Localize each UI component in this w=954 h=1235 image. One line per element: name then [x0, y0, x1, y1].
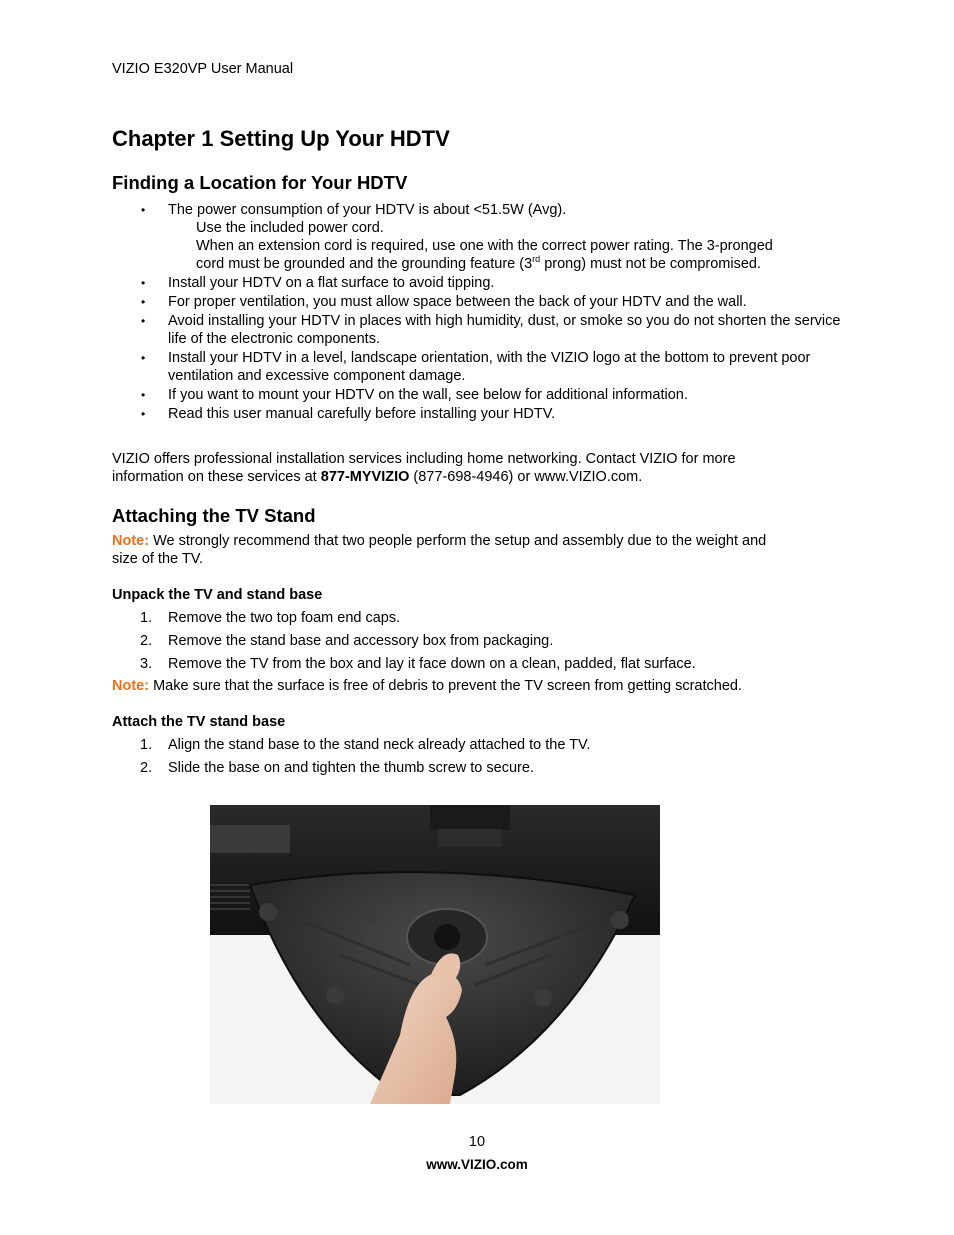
footer-url: www.VIZIO.com	[426, 1157, 528, 1172]
stand-assembly-photo	[210, 805, 660, 1104]
sub-line-text: cord must be grounded and the grounding feature (3	[196, 256, 533, 272]
list-item: • If you want to mount your HDTV on the wall, see below for additional information.	[112, 386, 852, 404]
list-item: • Install your HDTV in a level, landscape orientation, with the VIZIO logo at the bottom to prevent poor ventilation and excessive component damage.	[112, 349, 852, 385]
services-line	[112, 468, 852, 486]
step-text: Remove the two top foam end caps.	[168, 610, 401, 626]
list-item: • For proper ventilation, you must allow space between the back of your HDTV and the wall.	[112, 293, 852, 311]
list-item	[112, 759, 852, 782]
running-header: VIZIO E320VP User Manual	[112, 61, 294, 77]
subheading-attach: Attach the TV stand base	[112, 714, 286, 730]
section-heading-stand: Attaching the TV Stand	[112, 505, 316, 526]
note-line	[112, 532, 852, 550]
sub-line-text: prong) must not be compromised.	[540, 256, 761, 272]
step-number: 3.	[140, 656, 153, 672]
note-surface	[112, 677, 852, 695]
section-heading-location: Finding a Location for Your HDTV	[112, 172, 408, 193]
services-paragraph	[112, 450, 852, 486]
location-bullet-list	[112, 201, 852, 424]
step-number: 1.	[140, 737, 153, 753]
superscript: rd	[532, 254, 541, 265]
unpack-steps	[112, 609, 852, 678]
services-text: information on these services at	[112, 469, 321, 485]
step-number: 2.	[140, 760, 153, 776]
sub-line: Use the included power cord.	[196, 220, 384, 236]
page-number: 10	[468, 1134, 486, 1150]
list-item	[112, 201, 852, 273]
step-text: Remove the TV from the box and lay it face down on a clean, padded, flat surface.	[168, 656, 696, 672]
step-number: 1.	[140, 610, 153, 626]
chapter-title: Chapter 1 Setting Up Your HDTV	[112, 126, 450, 151]
list-item: • Install your HDTV on a flat surface to avoid tipping.	[112, 274, 852, 292]
note-line: size of the TV.	[112, 551, 204, 567]
services-line: VIZIO offers professional installation services including home networking. Contact VIZIO for more	[112, 451, 736, 467]
note-text: Make sure that the surface is free of debris to prevent the TV screen from getting scratched.	[149, 678, 742, 694]
bullet-text: The power consumption of your HDTV is about <51.5W (Avg).	[168, 202, 567, 218]
note-strong-recommend	[112, 532, 852, 568]
step-number: 2.	[140, 633, 153, 649]
list-item	[112, 632, 852, 655]
services-text: (877-698-4946) or www.VIZIO.com.	[409, 469, 643, 485]
list-item	[112, 736, 852, 759]
note-text: We strongly recommend that two people perform the setup and assembly due to the weight and	[149, 533, 767, 549]
step-text: Remove the stand base and accessory box from packaging.	[168, 633, 554, 649]
stand-photo-illustration	[210, 805, 660, 1104]
phone-number: 877-MYVIZIO	[320, 469, 410, 485]
list-item: • Avoid installing your HDTV in places with high humidity, dust, or smoke so you do not shorten the service life of the electronic components.	[112, 312, 852, 348]
subheading-unpack: Unpack the TV and stand base	[112, 587, 323, 603]
sub-line	[168, 255, 852, 273]
list-item	[112, 609, 852, 632]
sub-line: When an extension cord is required, use one with the correct power rating. The 3-pronged	[196, 238, 773, 254]
note-label: Note:	[112, 678, 150, 694]
list-item	[112, 655, 852, 678]
step-text: Slide the base on and tighten the thumb screw to secure.	[168, 760, 534, 776]
list-item: • Read this user manual carefully before installing your HDTV.	[112, 405, 852, 423]
note-label: Note:	[112, 533, 150, 549]
step-text: Align the stand base to the stand neck already attached to the TV.	[168, 737, 591, 753]
attach-steps	[112, 736, 852, 782]
